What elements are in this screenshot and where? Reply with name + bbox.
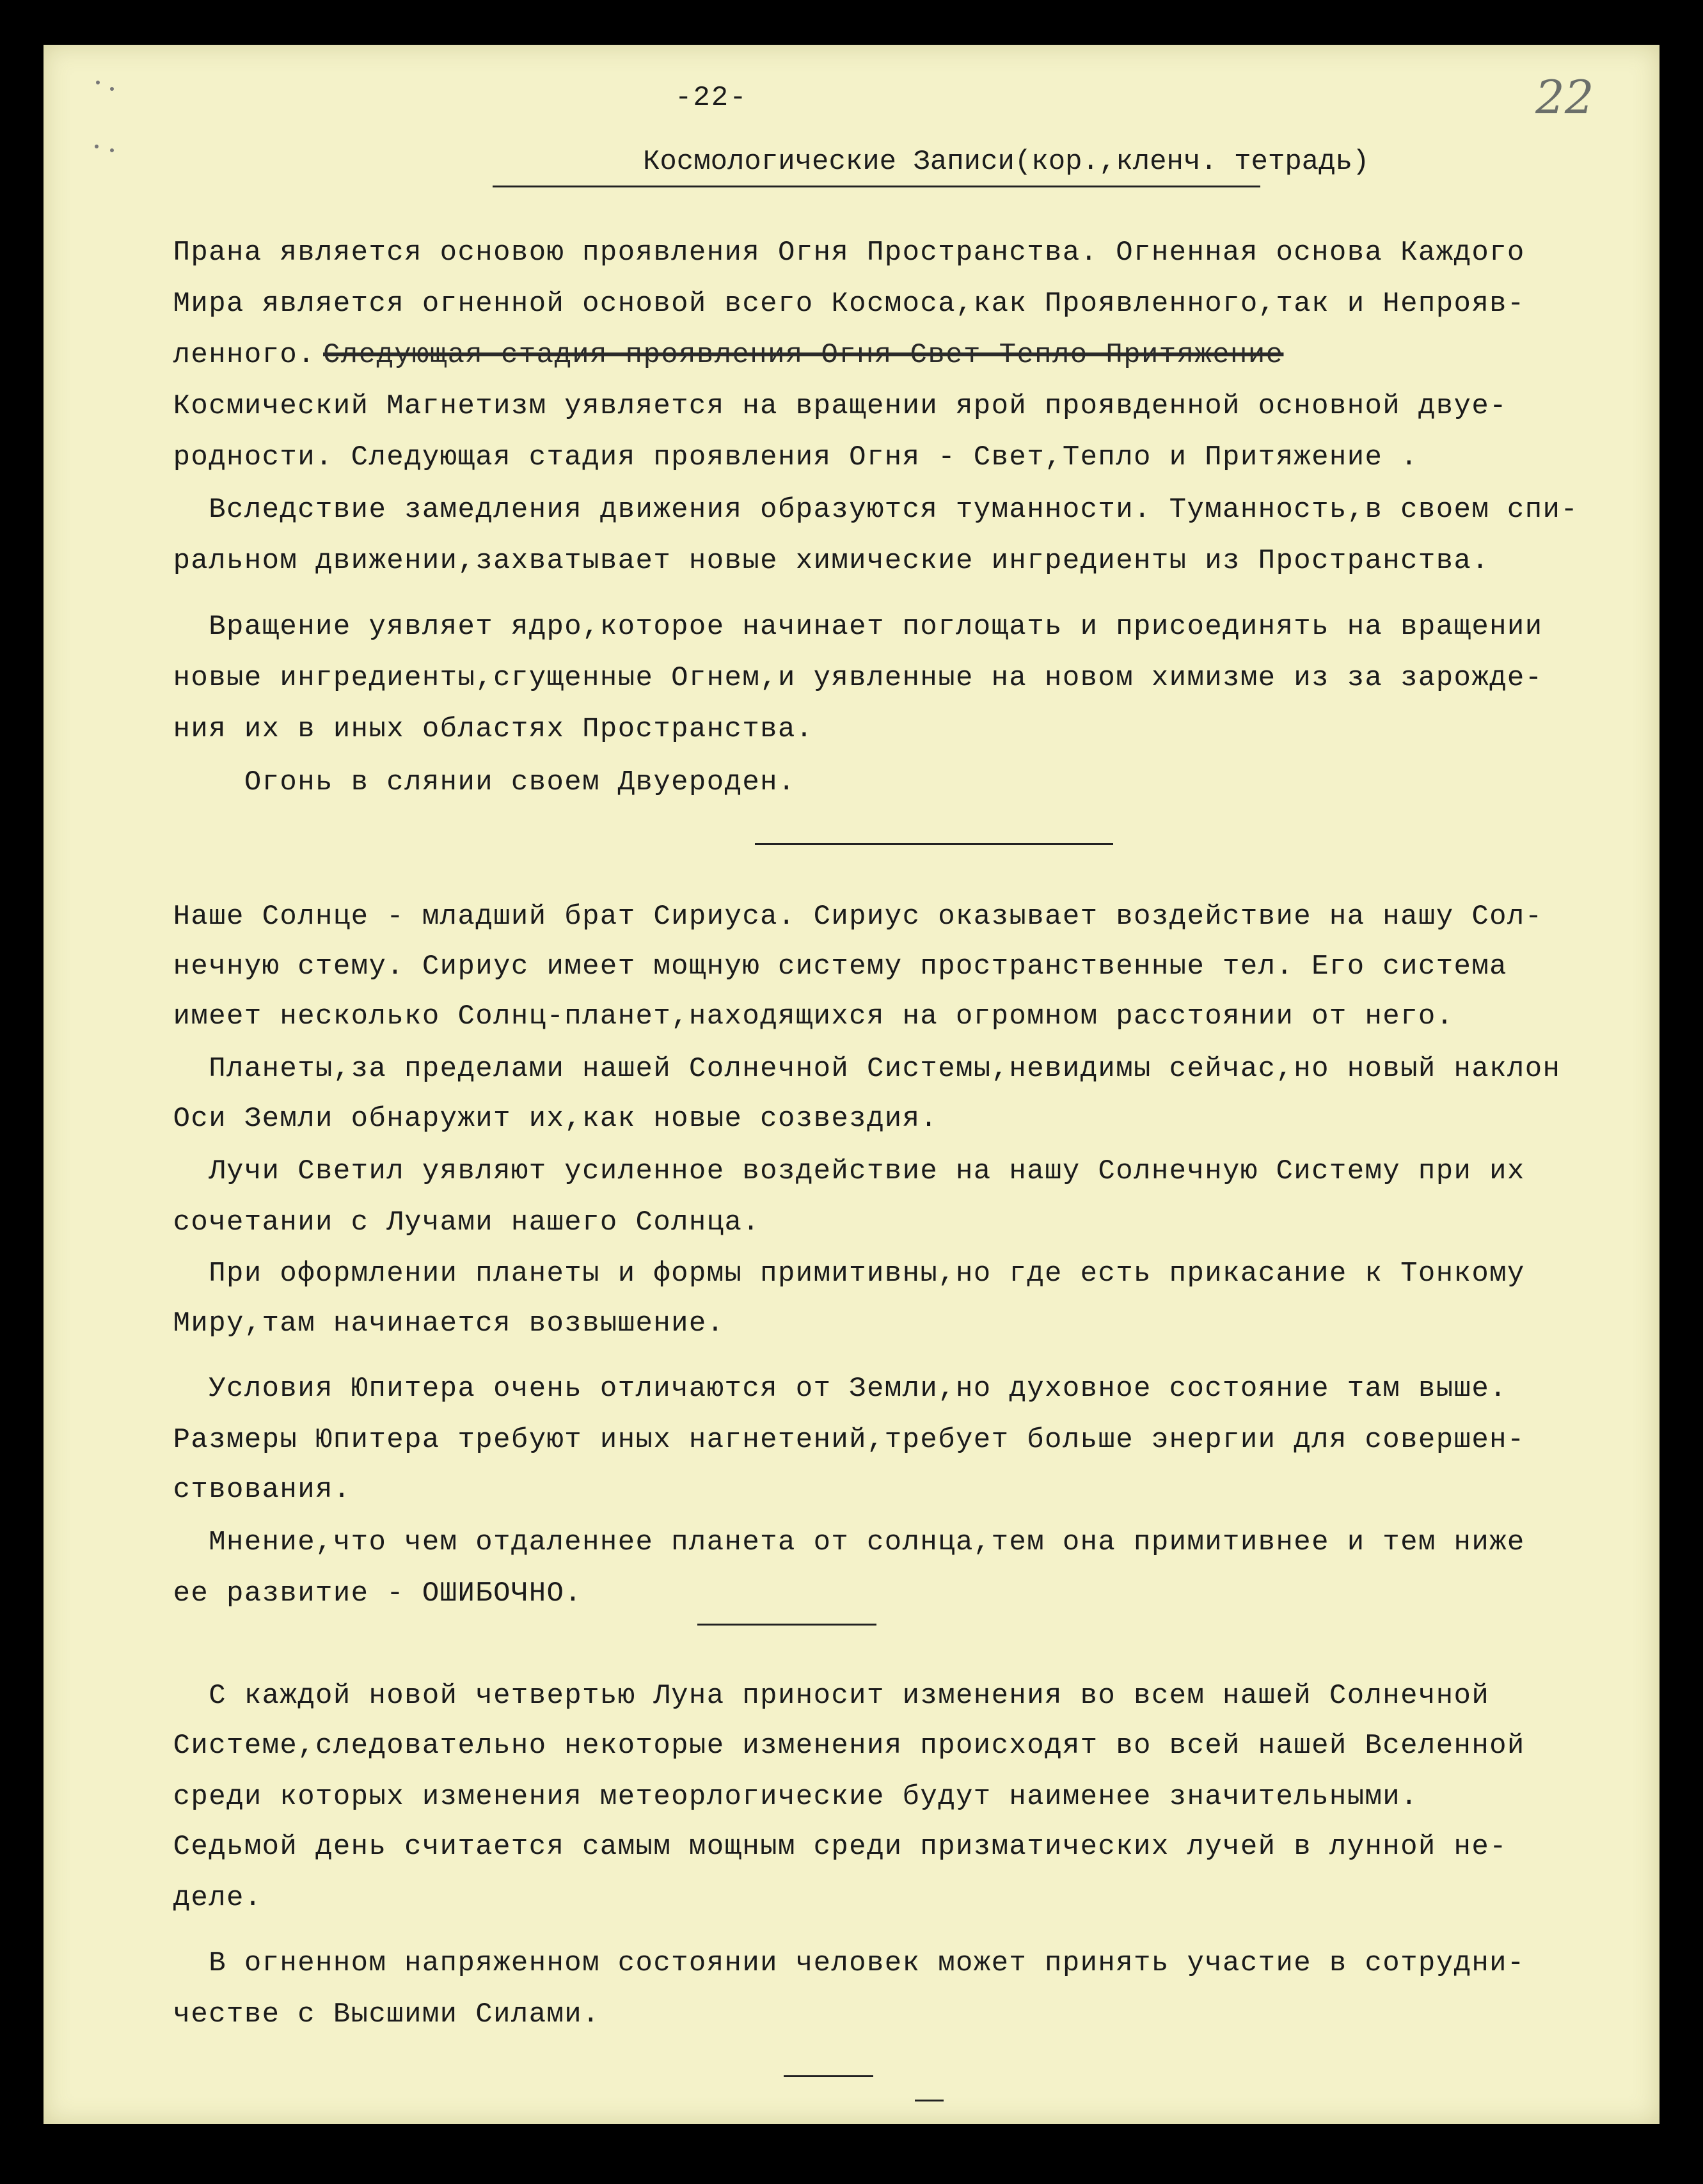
title-underline: [493, 186, 1260, 187]
document-title: Космологические Записи(кор.,кленч. тетрадь): [643, 146, 1370, 178]
text-line: Вследствие замедления движения образуются туманности. Туманность,в своем спи-: [138, 494, 1579, 526]
text-line: Огонь в слянии своем Двуероден.: [138, 766, 796, 798]
text-line: Планеты,за пределами нашей Солнечной Системы,невидимы сейчас,но новый наклон: [138, 1053, 1561, 1085]
struck-through-text: Следующая стадия проявления Огня Свет Тепло Притяжение: [323, 339, 1284, 371]
text-line: новые ингредиенты,сгущенные Огнем,и уявленные на новом химизме из за зарожде-: [138, 662, 1543, 694]
text-line: среди которых изменения метеорлогические будут наименее значительными.: [138, 1781, 1418, 1813]
text-line: честве с Высшими Силами.: [138, 1998, 600, 2030]
punch-hole-mark: [96, 81, 100, 84]
text-line: ния их в иных областях Пространства.: [138, 713, 814, 745]
text-line: ствования.: [138, 1474, 351, 1506]
section-divider: [755, 843, 1113, 845]
text-line: Размеры Юпитера требуют иных нагнетений,требует больше энергии для совершен-: [138, 1424, 1525, 1456]
punch-hole-mark: [110, 148, 114, 152]
text-line: имеет несколько Солнц-планет,находящихся на огромном расстоянии от него.: [138, 1001, 1454, 1033]
text-line: При оформлении планеты и формы примитивны,но где есть прикасание к Тонкому: [138, 1258, 1525, 1290]
text-line: сочетании с Лучами нашего Солнца.: [138, 1207, 761, 1238]
text-line: С каждой новой четвертью Луна приносит изменения во всем нашей Солнечной: [138, 1680, 1490, 1712]
text-line: Миру,там начинается возвышение.: [138, 1308, 725, 1340]
text-line: В огненном напряженном состоянии человек может принять участие в сотрудни-: [138, 1947, 1525, 1979]
text-line: Лучи Светил уявляют усиленное воздействие на нашу Солнечную Систему при их: [138, 1155, 1525, 1187]
section-divider: [697, 1624, 876, 1626]
punch-hole-mark: [110, 87, 114, 91]
text-line: Наше Солнце - младший брат Сириуса. Сириус оказывает воздействие на нашу Сол-: [138, 901, 1543, 933]
text-line: ленного.: [138, 339, 316, 371]
text-line: Оси Земли обнаружит их,как новые созвездия.: [138, 1103, 939, 1135]
punch-hole-mark: [95, 145, 99, 148]
typed-page-number: -22-: [675, 82, 748, 114]
text-line: Системе,следовательно некоторые изменения происходят во всей нашей Вселенной: [138, 1730, 1525, 1762]
text-line: Условия Юпитера очень отличаются от Земли,но духовное состояние там выше.: [138, 1373, 1507, 1405]
text-line: Космический Магнетизм уявляется на вращении ярой проявденной основной двуе-: [138, 390, 1507, 422]
text-line: Прана является основою проявления Огня Пространства. Огненная основа Каждого: [138, 237, 1525, 269]
text-line: деле.: [138, 1882, 262, 1914]
text-line: Вращение уявляет ядро,которое начинает поглощать и присоединять на вращении: [138, 611, 1543, 643]
text-line: родности. Следующая стадия проявления Огня - Свет,Тепло и Притяжение .: [138, 441, 1418, 473]
end-mark: [915, 2100, 944, 2101]
text-line: Мира является огненной основой всего Космоса,как Проявленного,так и Непрояв-: [138, 288, 1525, 320]
text-line: Мнение,что чем отдаленнее планета от солнца,тем она примитивнее и тем ниже: [138, 1526, 1525, 1558]
section-divider: [784, 2075, 873, 2077]
text-line: ральном движении,захватывает новые химические ингредиенты из Пространства.: [138, 545, 1490, 577]
text-line: нечную стему. Сириус имеет мощную систему пространственные тел. Его система: [138, 951, 1507, 983]
text-line: Седьмой день считается самым мощным среди призматических лучей в лунной не-: [138, 1831, 1507, 1863]
handwritten-page-number: 22: [1535, 70, 1594, 124]
text-line: ее развитие - ОШИБОЧНО.: [138, 1578, 583, 1610]
